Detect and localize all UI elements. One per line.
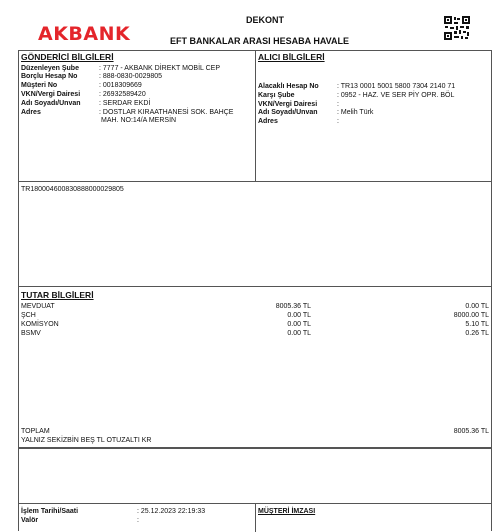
receiver-value-name: : Melih Türk xyxy=(337,109,374,116)
amount-row-name: ŞCH xyxy=(21,312,36,319)
valor-value: : xyxy=(137,517,139,524)
receiver-field-branch: Karşı Şube xyxy=(258,92,295,99)
sender-value-customer-no: : 0018309669 xyxy=(99,82,142,89)
description-box xyxy=(18,181,492,287)
receiver-value-address: : xyxy=(337,118,339,125)
receiver-value-branch: : 0952 - HAZ. VE SER PİY OPR. BÖL xyxy=(337,92,455,99)
amount-row-col2: 8000.00 TL xyxy=(453,312,489,319)
amount-row-name: MEVDUAT xyxy=(21,303,55,310)
footer-divider xyxy=(255,504,256,532)
amount-row-col1: 0.00 TL xyxy=(287,312,311,319)
sender-field-customer-no: Müşteri No xyxy=(21,82,58,89)
amounts-box xyxy=(18,286,492,449)
sender-value-branch: : 7777 - AKBANK DİREKT MOBİL CEP xyxy=(99,65,220,72)
document-title: EFT BANKALAR ARASI HESABA HAVALE xyxy=(170,36,349,46)
sender-field-branch: Düzenleyen Şube xyxy=(21,65,79,72)
amount-row-col2: 5.10 TL xyxy=(465,321,489,328)
receiver-field-iban: Alacaklı Hesap No xyxy=(258,83,319,90)
amount-row-col1: 0.00 TL xyxy=(287,321,311,328)
total-label: TOPLAM xyxy=(21,428,50,435)
sender-value-tax: : 26932589420 xyxy=(99,91,146,98)
transaction-date-label: İşlem Tarihi/Saati xyxy=(21,508,79,515)
receiver-field-tax: VKN/Vergi Dairesi xyxy=(258,101,318,108)
sender-value-address: : DOSTLAR KIRAATHANESİ SOK. BAHÇE xyxy=(99,109,234,116)
qr-code-icon xyxy=(444,16,470,40)
amount-row-name: BSMV xyxy=(21,330,41,337)
footer-box xyxy=(18,503,492,531)
document-type: DEKONT xyxy=(246,15,284,25)
sender-value-address-line2: MAH. NO:14/A MERSİN xyxy=(101,117,177,124)
sender-field-name: Adı Soyadı/Unvan xyxy=(21,100,81,107)
amount-row-col1: 8005.36 TL xyxy=(275,303,311,310)
description-text: TR180004600830888000029805 xyxy=(21,186,124,193)
receiver-value-iban: : TR13 0001 5001 5800 7304 2140 71 xyxy=(337,83,456,90)
transaction-date-value: : 25.12.2023 22:19:33 xyxy=(137,508,206,515)
parties-divider xyxy=(255,51,256,181)
sender-value-account: : 888-0830-0029805 xyxy=(99,73,163,80)
sender-value-name: : SERDAR EKDİ xyxy=(99,100,151,107)
receiver-field-name: Adı Soyadı/Unvan xyxy=(258,109,318,116)
amount-in-words: YALNIZ SEKİZBİN BEŞ TL OTUZALTI KR xyxy=(21,437,152,444)
receiver-value-tax: : xyxy=(337,101,339,108)
amount-row-name: KOMİSYON xyxy=(21,321,59,328)
akbank-logo: AKBANK xyxy=(38,23,131,45)
amounts-title: TUTAR BİLGİLERİ xyxy=(21,290,94,300)
receiver-field-address: Adres xyxy=(258,118,278,125)
sender-field-address: Adres xyxy=(21,109,41,116)
amount-row-col2: 0.26 TL xyxy=(465,330,489,337)
total-value: 8005.36 TL xyxy=(453,428,489,435)
sender-title: GÖNDERİCİ BİLGİLERİ xyxy=(21,52,114,62)
parties-box xyxy=(18,50,492,182)
customer-signature-title: MÜŞTERİ İMZASI xyxy=(258,508,316,515)
sender-field-account: Borçlu Hesap No xyxy=(21,73,78,80)
sender-field-tax: VKN/Vergi Dairesi xyxy=(21,91,81,98)
blank-box xyxy=(18,448,492,504)
receiver-title: ALICI BİLGİLERİ xyxy=(258,52,325,62)
amount-row-col2: 0.00 TL xyxy=(465,303,489,310)
amount-row-col1: 0.00 TL xyxy=(287,330,311,337)
valor-label: Valör xyxy=(21,517,39,524)
receipt-document xyxy=(18,6,492,531)
receipt-header xyxy=(18,6,492,50)
